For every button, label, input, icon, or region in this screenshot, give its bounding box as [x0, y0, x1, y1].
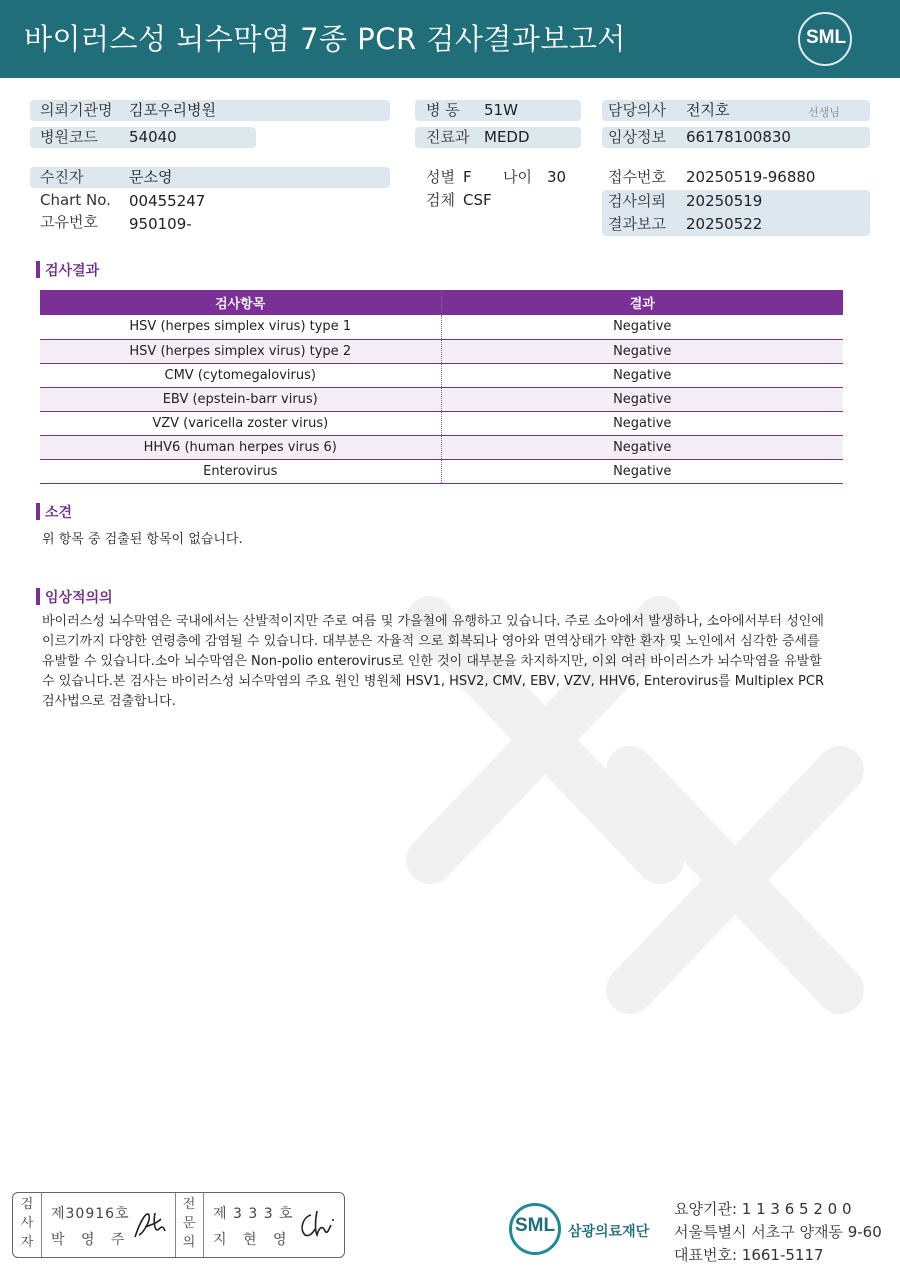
test-item: CMV (cytomegalovirus): [40, 363, 441, 387]
table-row: [40, 315, 843, 339]
doctor-label: 담당의사: [608, 101, 666, 119]
clinical-line: 검사법으로 검출합니다.: [42, 694, 176, 709]
clinical-info-label: 임상정보: [608, 128, 666, 146]
clinical-line: 유발할 수 있습니다.소아 뇌수막염은 Non-polio enterovirus로 인한 것이 대부분을 차지하지만, 이외 여러 바이러스가 뇌수막염을 유발할: [42, 654, 822, 669]
chart-no-label: Chart No.: [40, 191, 111, 209]
specimen-label: 검체: [426, 191, 455, 209]
request-date-value: 20250519: [686, 192, 763, 210]
ward-label: 병 동: [426, 101, 460, 119]
request-date-label: 검사의뢰: [608, 192, 666, 210]
test-item: Enterovirus: [40, 459, 441, 483]
patient-value: 문소영: [129, 168, 173, 186]
col-result-header: 결과: [441, 290, 843, 315]
test-item: VZV (varicella zoster virus): [40, 411, 441, 435]
org-value: 김포우리병원: [129, 101, 216, 119]
test-item: HSV (herpes simplex virus) type 1: [40, 315, 441, 339]
sex-label: 성별: [426, 168, 455, 186]
org-label: 의뢰기관명: [40, 101, 113, 119]
footer-logo-text: SML: [514, 1215, 556, 1236]
test-result: Negative: [441, 411, 843, 435]
examiner-name: 박 영 주: [51, 1232, 131, 1248]
dept-label: 진료과: [426, 128, 470, 146]
age-label: 나이: [503, 168, 532, 186]
chart-no-value: 00455247: [129, 192, 206, 210]
hosp-code-value: 54040: [129, 128, 177, 146]
id-label: 고유번호: [40, 213, 98, 231]
dept-value: MEDD: [484, 128, 530, 146]
id-value: 950109-: [129, 215, 192, 233]
table-row: [40, 387, 843, 411]
cross-watermark-icon: [360, 530, 880, 1030]
table-row: [40, 459, 843, 483]
examiner-signature-icon: [131, 1207, 171, 1243]
specimen-value: CSF: [463, 191, 492, 209]
receipt-value: 20250519-96880: [686, 168, 816, 186]
doctor-title: 선생님: [808, 106, 840, 119]
test-item: HHV6 (human herpes virus 6): [40, 435, 441, 459]
examiner-vertical-label: 검 사 자: [20, 1197, 34, 1250]
sex-value: F: [463, 168, 472, 186]
test-result: Negative: [441, 339, 843, 363]
table-row: [40, 411, 843, 435]
ward-value: 51W: [484, 101, 518, 119]
patient-label: 수진자: [40, 168, 84, 186]
clinical-line: 수 있습니다.본 검사는 바이러스성 뇌수막염의 주요 원인 병원체 HSV1, HSV2, CMV, EBV, VZV, HHV6, Enterovirus를 Multiplex PCR: [42, 674, 824, 689]
footer-org-name: 삼광의료재단: [568, 1224, 650, 1240]
signature-box: [12, 1192, 345, 1258]
patient-row-bg: [30, 167, 390, 188]
clinical-info-value: 66178100830: [686, 128, 791, 146]
col-item-header: 검사항목: [40, 290, 441, 315]
table-row: [40, 339, 843, 363]
results-section-title: 검사결과: [40, 260, 99, 280]
opinion-section-title: 소견: [40, 502, 72, 522]
report-date-value: 20250522: [686, 215, 763, 233]
test-result: Negative: [441, 315, 843, 339]
footer-address-line: 서울특별시 서초구 양재동 9-60: [674, 1223, 882, 1241]
table-row: [40, 435, 843, 459]
examiner-license: 제30916호: [51, 1206, 130, 1222]
specialist-vertical-label: 전 문 의: [182, 1197, 196, 1250]
header-logo-text: SML: [805, 27, 847, 48]
test-item: EBV (epstein-barr virus): [40, 387, 441, 411]
test-result: Negative: [441, 387, 843, 411]
report-title: 바이러스성 뇌수막염 7종 PCR 검사결과보고서: [24, 22, 626, 56]
test-item: HSV (herpes simplex virus) type 2: [40, 339, 441, 363]
test-result: Negative: [441, 363, 843, 387]
signature-divider: [203, 1193, 204, 1257]
footer-phone-line: 대표번호: 1661-5117: [674, 1246, 824, 1264]
clinical-line: 바이러스성 뇌수막염은 국내에서는 산발적이지만 주로 여름 및 가을철에 유행하고 있습니다. 주로 소아에서 발생하나, 소아에서부터 성인에: [42, 614, 824, 629]
signature-divider: [175, 1193, 176, 1257]
doctor-value: 전지호: [686, 101, 730, 119]
clinical-section-title: 임상적의의: [40, 587, 113, 607]
clinical-paragraph: [42, 612, 842, 712]
clinical-line: 이르기까지 다양한 연령층에 감염될 수 있습니다. 대부분은 자율적 으로 회복되나 영아와 면역상태가 약한 환자 및 노인에서 심각한 증세를: [42, 634, 820, 649]
hosp-code-label: 병원코드: [40, 128, 98, 146]
table-row: [40, 363, 843, 387]
report-header: [0, 0, 900, 78]
specialist-license: 제 3 3 3 호: [213, 1206, 294, 1222]
specialist-name: 지 현 영: [213, 1232, 293, 1248]
test-result: Negative: [441, 435, 843, 459]
opinion-text: 위 항목 중 검출된 항목이 없습니다.: [42, 532, 243, 547]
footer-code-line: 요양기관: 1 1 3 6 5 2 0 0: [674, 1200, 852, 1218]
results-header-row: [40, 290, 843, 315]
results-table: [40, 290, 843, 484]
specialist-signature-icon: [295, 1207, 339, 1243]
signature-divider: [41, 1193, 42, 1257]
report-date-label: 결과보고: [608, 215, 666, 233]
age-value: 30: [547, 168, 567, 186]
test-result: Negative: [441, 459, 843, 483]
receipt-label: 접수번호: [608, 168, 666, 186]
